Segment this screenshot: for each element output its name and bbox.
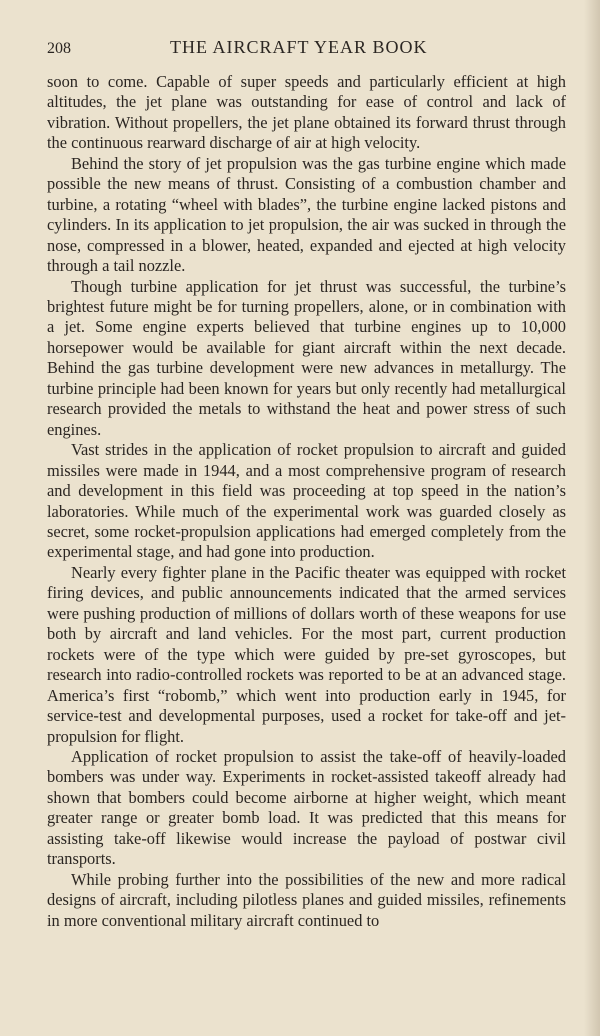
page-edge-shadow xyxy=(584,0,600,1036)
paragraph-6: Application of rocket propulsion to assist the take-off of heavily-loaded bombers was under way. Experiments in rocket-assisted takeoff already had shown that bombers could become airborne at higher weight, which meant greater range or greater bomb load. It was predicted that this means for assisting take-off likewise would increase the payload of postwar civil transports. xyxy=(47,746,566,869)
paragraph-3: Though turbine application for jet thrust was successful, the turbine’s brightest future might be for turning propellers, alone, or in combination with a jet. Some engine experts believed that turbine engines up to 10,000 horsepower would be available for giant aircraft within the next decade. Behind the gas turbine development were new advances in metallurgy. The turbine principle had been known for years but only recently had metallurgical research provided the metals to withstand the heat and power stress of such engines. xyxy=(47,276,566,439)
paragraph-1: soon to come. Capable of super speeds and particularly efficient at high altitudes, the jet plane was outstanding for ease of control and lack of vibration. Without propellers, the jet plane obtained its forward thrust through the continuous rearward discharge of air at high velocity. xyxy=(47,72,566,153)
running-head: THE AIRCRAFT YEAR BOOK xyxy=(170,37,428,57)
page-number: 208 xyxy=(47,40,71,57)
paragraph-5: Nearly every fighter plane in the Pacific theater was equipped with rocket firing devices, and public announcements indicated that the armed services were pushing production of millions of dollars worth of these weapons for use both by aircraft and land vehicles. For the most part, current production rockets were of the type which were guided by pre-set gyroscopes, but research into radio-controlled rockets was reported to be at an advanced stage. America’s first “robomb,” which went into production early in 1945, for service-test and developmental purposes, used a rocket for take-off and jet-propulsion for flight. xyxy=(47,562,566,746)
paragraph-4: Vast strides in the application of rocket propulsion to aircraft and guided missiles were made in 1944, and a most comprehensive program of research and development in this field was proceeding at top speed in the nation’s laboratories. While much of the experimental work was guarded closely as secret, some rocket-propulsion applications had emerged completely from the experimental stage, and had gone into production. xyxy=(47,440,566,562)
body-text xyxy=(47,72,566,931)
paragraph-7: While probing further into the possibilities of the new and more radical designs of aircraft, including pilotless planes and guided missiles, refinements in more conventional military aircraft continued to xyxy=(47,869,566,930)
paragraph-2: Behind the story of jet propulsion was the gas turbine engine which made possible the new means of thrust. Consisting of a combustion chamber and turbine, a rotating “wheel with blades”, the turbine engine lacked pistons and cylinders. In its application to jet propulsion, the air was sucked in through the nose, compressed in a blower, heated, expanded and ejected at high velocity through a tail nozzle. xyxy=(47,153,566,276)
page-header xyxy=(47,37,566,69)
